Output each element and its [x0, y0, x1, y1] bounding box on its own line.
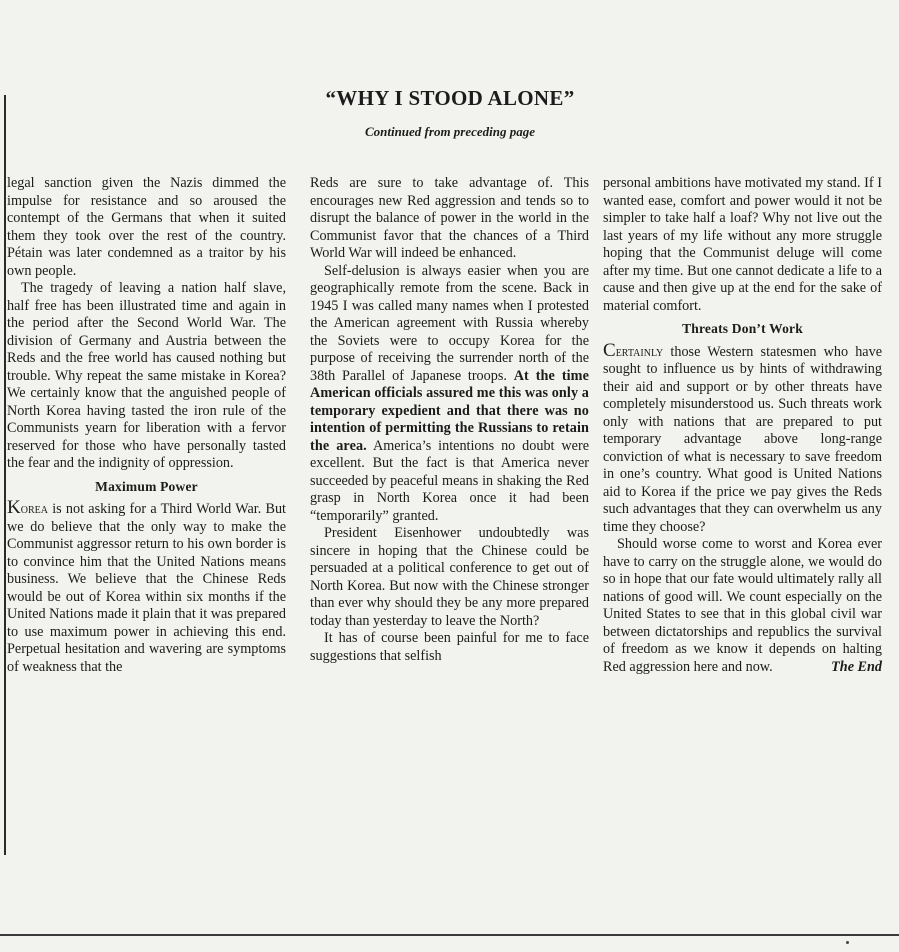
the-end-mark: The End: [831, 658, 882, 675]
page-speck: [846, 941, 849, 944]
col3-drop-initial: C: [603, 339, 616, 361]
col3-paragraph-1: personal ambitions have motivated my stand. If I wanted ease, comfort and power would it not be simpler to take half a loaf? Why not live out the last years of my life without any more struggle hoping that the Communist deluge will come after my time. But one cannot dedicate a life to a cause and then give up at the end for the sake of material comfort.: [603, 175, 882, 314]
column-1: [7, 175, 286, 676]
col1-paragraph-3: [7, 499, 286, 676]
article-subtitle: Continued from preceding page: [364, 124, 536, 139]
col2-paragraph-3: President Eisenhower undoubtedly was sincere in hoping that the Chinese could be persuaded at a political conference to get out of North Korea. But now with the Chinese stronger than ever why should they be any more prepared today than yesterday to leave the North?: [310, 525, 589, 629]
left-page-edge-rule: [4, 95, 6, 855]
col3-paragraph-3: [603, 536, 882, 676]
col3-paragraph-2: [603, 339, 882, 537]
column-3: [603, 175, 882, 676]
col3-smallcaps-lead: ertainly: [615, 344, 664, 360]
col2-paragraph-2-end: America’s intentions no doubt were excellent. But the fact is that America never succeeded by peaceful means in shaking the Red grasp in North Korea once it had been “temporarily” granted.: [310, 437, 589, 524]
col1-paragraph-1: legal sanction given the Nazis dimmed the impulse for resistance and so aroused the contempt of the Germans that when it suited them they took over the rest of the country. Pétain was later condemned as a traitor by his own people.: [7, 175, 286, 279]
col2-paragraph-2: [310, 263, 589, 526]
column-2: [310, 175, 589, 665]
col1-drop-initial: K: [7, 497, 21, 518]
article-title: “WHY I STOOD ALONE”: [325, 86, 575, 110]
col2-paragraph-1: Reds are sure to take advantage of. This encourages new Red aggression and tends so to disrupt the balance of power in the world in the Communist favor that the chances of a Third World War will indeed be enhanced.: [310, 175, 589, 261]
col1-smallcaps-lead: orea: [20, 502, 48, 517]
col3-paragraph-3-text: Should worse come to worst and Korea ever have to carry on the struggle alone, we would do so in hope that our fate would ultimately rally all nations of good will. We count especially on the United States to see that in this global civil war between dictatorships and republics the survival of freedom as we know it depends on halting Red aggression here and now.: [603, 536, 882, 675]
col2-paragraph-2-bold: At the time American officials assured me this was only a temporary expedient and that there was no intention of permitting the Russians to retain the area.: [310, 367, 590, 454]
col1-paragraph-3-text: is not asking for a Third World War. But we do believe that the only way to make the Communist aggressor return to his own border is to convince him that the United Nations means business. We believe that the Chinese Reds would be out of Korea within six months if the United Nations made it plain that it was prepared to use maximum power in achieving this end. Perpetual hesitation and wavering are symptoms of weakness that the: [7, 501, 286, 675]
bottom-page-rule: [0, 934, 899, 936]
col2-paragraph-4: It has of course been painful for me to face suggestions that selfish: [310, 630, 589, 664]
col1-heading-maximum-power: Maximum Power: [95, 478, 198, 494]
col1-paragraph-2: The tragedy of leaving a nation half slave, half free has been illustrated time and again in the period after the Second World War. The division of Germany and Austria between the Reds and the free world has caused nothing but trouble. Why repeat the same mistake in Korea? We certainly know that the anguished people of North Korea having tasted the iron rule of the Communists yearn for liberation with a fervor reserved for those who have personally tasted the fear and the indignity of oppression.: [7, 280, 286, 471]
col3-paragraph-2-text: those Western statesmen who have sought to influence us by hints of withdrawing their aid and support or by other threats have completely misunderstood us. Such threats work only with nations that are prepared to put temporary advantage above long-range conviction of what is necessary to save freedom in one’s country. What good is United Nations aid to Korea if the price we pay gives the Reds such advantages that they can overwhelm us any time they choose?: [603, 343, 882, 535]
col2-paragraph-2-start: Self-delusion is always easier when you are geographically remote from the scene. Back in 1945 I was called many names when I protested the American agreement with Russia whereby the Soviets were to occupy Korea for the purpose of receiving the surrender north of the 38th Parallel of Japanese troops.: [310, 262, 589, 384]
col3-heading-threats-dont-work: Threats Don’t Work: [682, 321, 803, 336]
